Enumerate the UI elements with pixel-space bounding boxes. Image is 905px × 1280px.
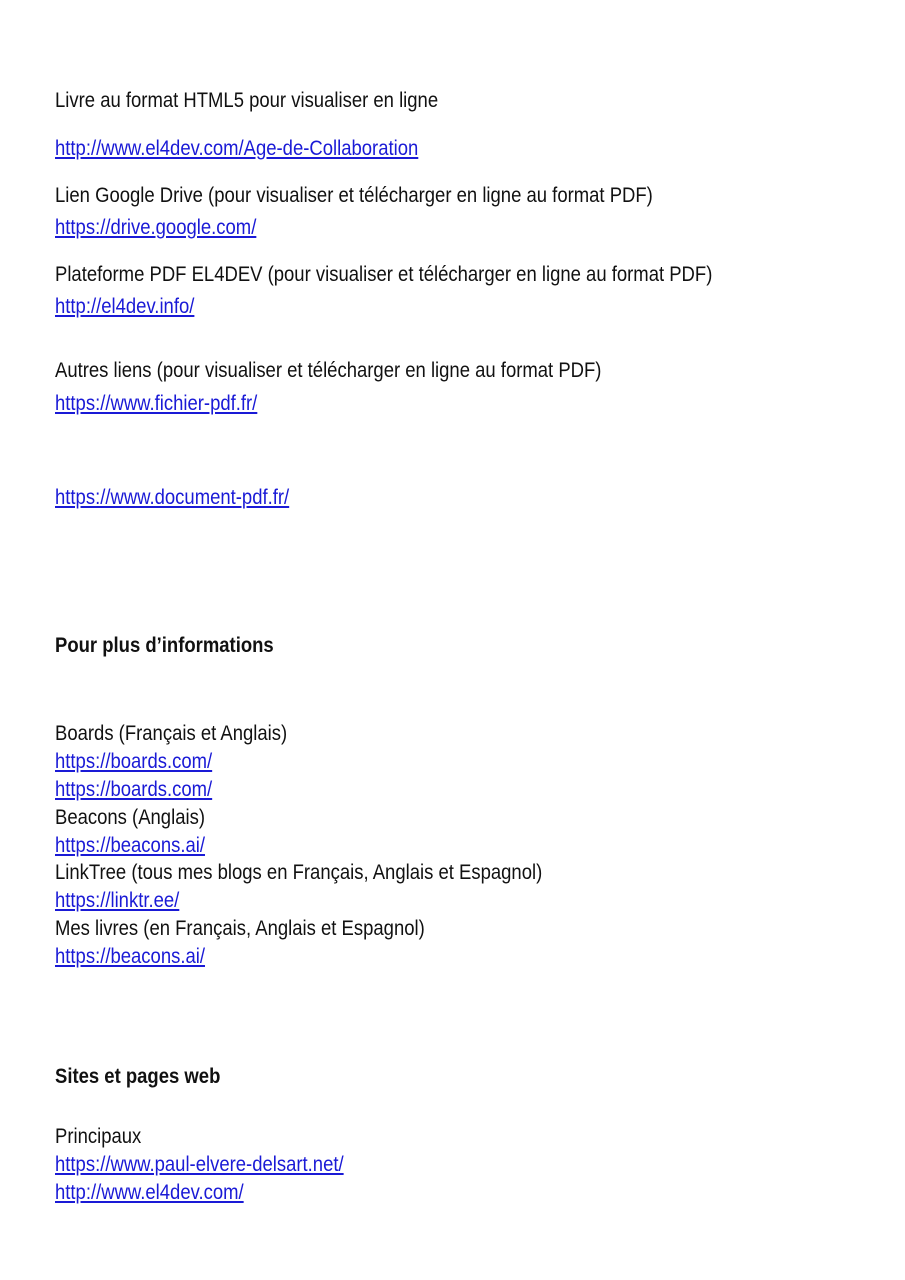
more-info-heading: Pour plus d’informations <box>55 634 274 657</box>
sites-heading: Sites et pages web <box>55 1065 221 1088</box>
other-links-label: Autres liens (pour visualiser et télécharger en ligne au format PDF) <box>55 359 602 382</box>
fichier-pdf-link[interactable]: https://www.fichier-pdf.fr/ <box>55 392 258 415</box>
boards-label: Boards (Français et Anglais) <box>55 722 288 745</box>
linktree-link[interactable]: https://linktr.ee/ <box>55 889 180 912</box>
boards-link-2[interactable]: https://boards.com/ <box>55 778 213 801</box>
google-drive-link[interactable]: https://drive.google.com/ <box>55 216 257 239</box>
el4dev-link[interactable]: http://www.el4dev.com/ <box>55 1181 244 1204</box>
linktree-label: LinkTree (tous mes blogs en Français, Anglais et Espagnol) <box>55 861 543 884</box>
books-label: Mes livres (en Français, Anglais et Espagnol) <box>55 917 425 940</box>
el4dev-platform-link[interactable]: http://el4dev.info/ <box>55 295 195 318</box>
beacons-link[interactable]: https://beacons.ai/ <box>55 834 205 857</box>
google-drive-label: Lien Google Drive (pour visualiser et télécharger en ligne au format PDF) <box>55 184 653 207</box>
boards-link-1[interactable]: https://boards.com/ <box>55 750 213 773</box>
sites-subheading: Principaux <box>55 1125 142 1148</box>
document-pdf-link[interactable]: https://www.document-pdf.fr/ <box>55 486 290 509</box>
html5-link[interactable]: http://www.el4dev.com/Age-de-Collaboration <box>55 137 419 160</box>
books-link[interactable]: https://beacons.ai/ <box>55 945 205 968</box>
paul-elvere-link[interactable]: https://www.paul-elvere-delsart.net/ <box>55 1153 344 1176</box>
el4dev-platform-label: Plateforme PDF EL4DEV (pour visualiser et télécharger en ligne au format PDF) <box>55 263 713 286</box>
beacons-label: Beacons (Anglais) <box>55 806 205 829</box>
html5-label: Livre au format HTML5 pour visualiser en ligne <box>55 89 439 112</box>
